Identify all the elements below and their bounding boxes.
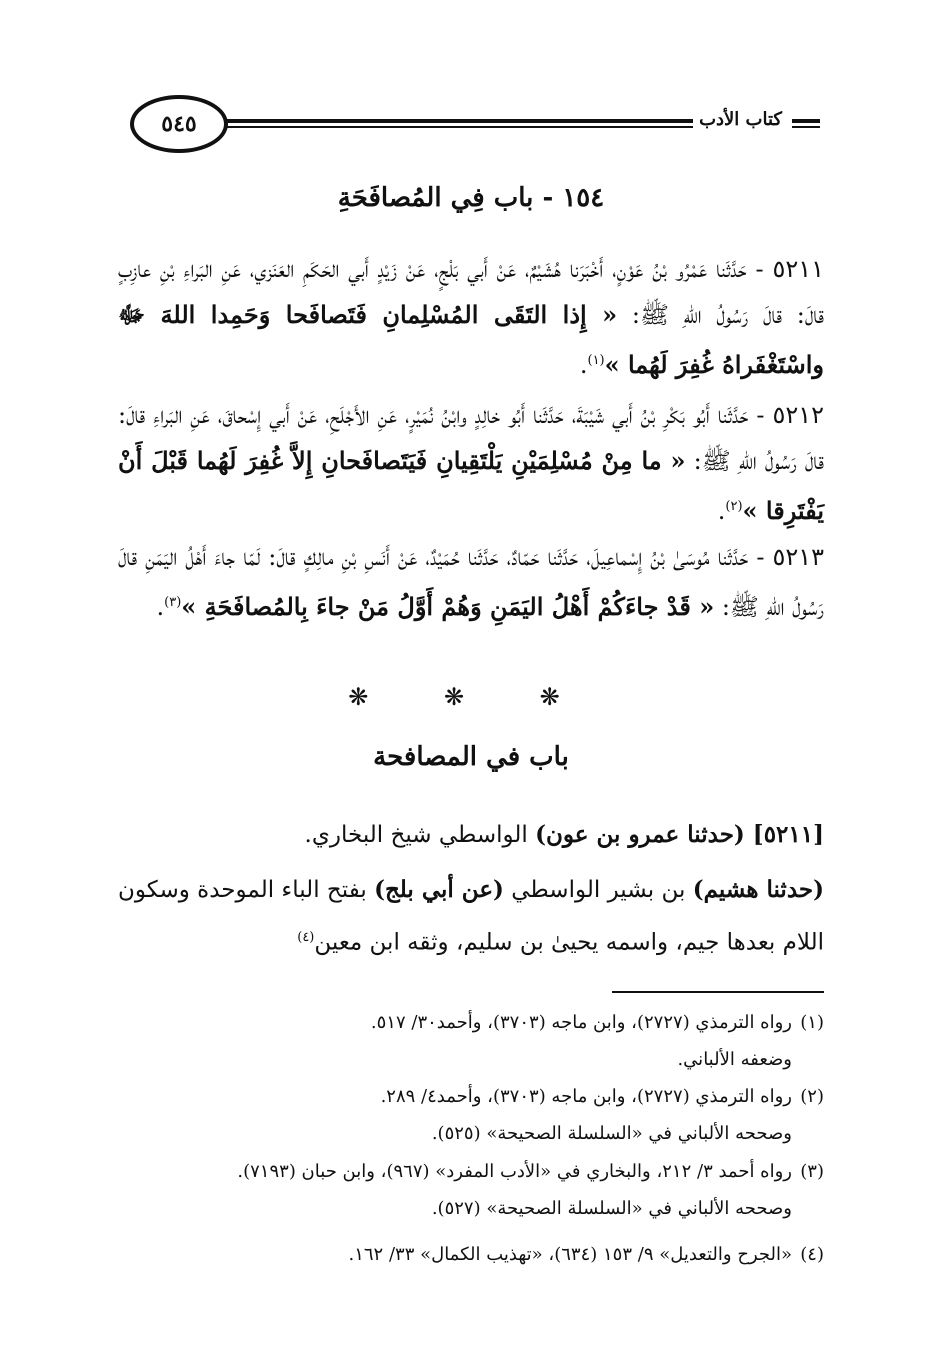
footnote-3 xyxy=(108,1153,824,1227)
section-separator: ❋ ❋ ❋ xyxy=(348,683,594,711)
book-title: كتاب الأدب xyxy=(693,109,788,130)
commentary-text: بفتح الباء الموحدة وسكون اللام بعدها جيم، واسمه يحيىٰ بن سليم، وثقه ابن معين xyxy=(118,877,824,956)
footnote-continuation: وضعفه الألباني. xyxy=(677,1049,792,1070)
commentary-paragraph-1 xyxy=(118,811,824,859)
page-header xyxy=(95,95,820,155)
hadith-5212: ٥٢١٢ - حَدَّثَنا أَبُو بَكْرِ بْنُ أَبي شَيْبَةَ، حَدَّثَنا أَبُو خالِدٍ وابْنُ نُمَيْرٍ، عَنِ الأَجْلَحِ، عَنْ أَبي إِسْحاقَ، عَنِ البَراءِ قالَ: قالَ رَسُولُ اللهِ ﷺ: « ما مِنْ مُسْلِمَيْنِ يَلْتَقِيانِ فَيَتَصافَحانِ إِلاَّ غُفِرَ لَهُما قَبْلَ أَنْ يَفْتَرِقا »$^{(٢)}$. xyxy=(118,401,824,525)
commentary-quote: (عن أبي بلج) xyxy=(374,876,504,903)
commentary-text: بن بشير الواسطي xyxy=(511,877,686,903)
hadith-isnad: ٥٢١١ - حَدَّثَنا عَمْرُو بْنُ عَوْنٍ، أَخْبَرَنا هُشَيْمٌ، عَنْ أَبي بَلْجٍ، عَنْ زَيْدٍ أَبي الحَكَمِ العَنَزي، عَنِ البَراءِ بْنِ عازِبٍ قالَ: قالَ رَسُولُ اللهِ ﷺ: xyxy=(118,255,824,329)
footnote-divider xyxy=(612,991,824,993)
footnote-text: رواه الترمذي (٢٧٢٧)، وابن ماجه (٣٧٠٣)، وأحمد٤/ ٢٨٩. xyxy=(380,1086,792,1107)
footnote-ref: (١) xyxy=(587,353,605,368)
commentary-quote: [٥٢١١] (حدثنا عمرو بن عون) xyxy=(535,821,824,848)
footnote-number: (٣) xyxy=(800,1161,824,1182)
footnote-text: رواه الترمذي (٢٧٢٧)، وابن ماجه (٣٧٠٣)، وأحمد٣٠/ ٥١٧. xyxy=(370,1012,792,1033)
hadith-matn: « إِذا التَقَى المُسْلِمانِ فَتَصافَحا وَحَمِدا اللهَ ﷻ واسْتَغْفَراهُ غُفِرَ لَهُما » xyxy=(118,300,824,379)
hadith-5211: ٥٢١١ - حَدَّثَنا عَمْرُو بْنُ عَوْنٍ، أَخْبَرَنا هُشَيْمٌ، عَنْ أَبي بَلْجٍ، عَنْ زَيْدٍ أَبي الحَكَمِ العَنَزي، عَنِ البَراءِ بْنِ عازِبٍ قالَ: قالَ رَسُولُ اللهِ ﷺ: « إِذا التَقَى المُسْلِمانِ فَتَصافَحا وَحَمِدا اللهَ ﷻ واسْتَغْفَراهُ غُفِرَ لَهُما »$^{(١)}$. xyxy=(118,255,824,379)
header-rule-right-thin xyxy=(792,126,820,128)
footnote-ref: (٢) xyxy=(725,499,743,514)
footnote-text: «الجرح والتعديل» ٩/ ١٥٣ (٦٣٤)، «تهذيب الكمال» ٣٣/ ١٦٢. xyxy=(348,1244,792,1265)
hadith-5213: ٥٢١٣ - حَدَّثَنا مُوسَىٰ بْنُ إِسْماعِيلَ، حَدَّثَنا حَمّادٌ، حَدَّثَنا حُمَيْدٌ، عَنْ أَنَسِ بْنِ مالِكٍ قالَ: لَمّا جاءَ أَهْلُ اليَمَنِ قالَ رَسُولُ اللهِ ﷺ: « قَدْ جاءَكُمْ أَهْلُ اليَمَنِ وَهُمْ أَوَّلُ مَنْ جاءَ بِالمُصافَحَةِ »$^{(٣)}$. xyxy=(118,543,824,621)
hadith-isnad: ٥٢١٢ - حَدَّثَنا أَبُو بَكْرِ بْنُ أَبي شَيْبَةَ، حَدَّثَنا أَبُو خالِدٍ وابْنُ نُمَيْرٍ، عَنِ الأَجْلَحِ، عَنْ أَبي إِسْحاقَ، عَنِ البَراءِ قالَ: قالَ رَسُولُ اللهِ ﷺ: xyxy=(118,401,824,475)
page-number: ٥٤٥ xyxy=(130,95,228,153)
hadith-isnad: ٥٢١٣ - حَدَّثَنا مُوسَىٰ بْنُ إِسْماعِيلَ، حَدَّثَنا حَمّادٌ، حَدَّثَنا حُمَيْدٌ، عَنْ أَنَسِ بْنِ مالِكٍ قالَ: لَمّا جاءَ أَهْلُ اليَمَنِ قالَ رَسُولُ اللهِ ﷺ: xyxy=(118,543,824,621)
footnote-number: (٢) xyxy=(800,1086,824,1107)
footnote-4 xyxy=(108,1236,824,1273)
footnote-2 xyxy=(108,1078,824,1152)
chapter-heading: ١٥٤ - باب فِي المُصافَحَةِ xyxy=(337,183,605,213)
footnote-continuation: وصححه الألباني في «السلسلة الصحيحة» (٥٢٥). xyxy=(431,1123,792,1144)
footnote-ref: (٤) xyxy=(297,930,315,945)
commentary-heading: باب في المصافحة xyxy=(373,742,569,772)
commentary-text: الواسطي شيخ البخاري. xyxy=(304,822,528,848)
footnote-number: (٤) xyxy=(800,1244,824,1265)
header-rule xyxy=(195,119,725,123)
footnote-number: (١) xyxy=(800,1012,824,1033)
footnote-continuation: وصححه الألباني في «السلسلة الصحيحة» (٥٢٧). xyxy=(431,1198,792,1219)
hadith-matn: « ما مِنْ مُسْلِمَيْنِ يَلْتَقِيانِ فَيَتَصافَحانِ إِلاَّ غُفِرَ لَهُما قَبْلَ أَنْ يَفْتَرِقا » xyxy=(118,446,824,525)
header-rule-right xyxy=(792,119,820,123)
footnote-text: رواه أحمد ٣/ ٢١٢، والبخاري في «الأدب المفرد» (٩٦٧)، وابن حبان (٧١٩٣). xyxy=(237,1161,792,1182)
footnote-ref: (٣) xyxy=(164,595,182,610)
commentary-quote: (حدثنا هشيم) xyxy=(692,876,825,903)
commentary-paragraph-2 xyxy=(118,866,824,967)
footnote-1 xyxy=(108,1004,824,1078)
header-rule-thin xyxy=(195,126,725,128)
hadith-matn: « قَدْ جاءَكُمْ أَهْلُ اليَمَنِ وَهُمْ أَوَّلُ مَنْ جاءَ بِالمُصافَحَةِ » xyxy=(181,592,715,621)
